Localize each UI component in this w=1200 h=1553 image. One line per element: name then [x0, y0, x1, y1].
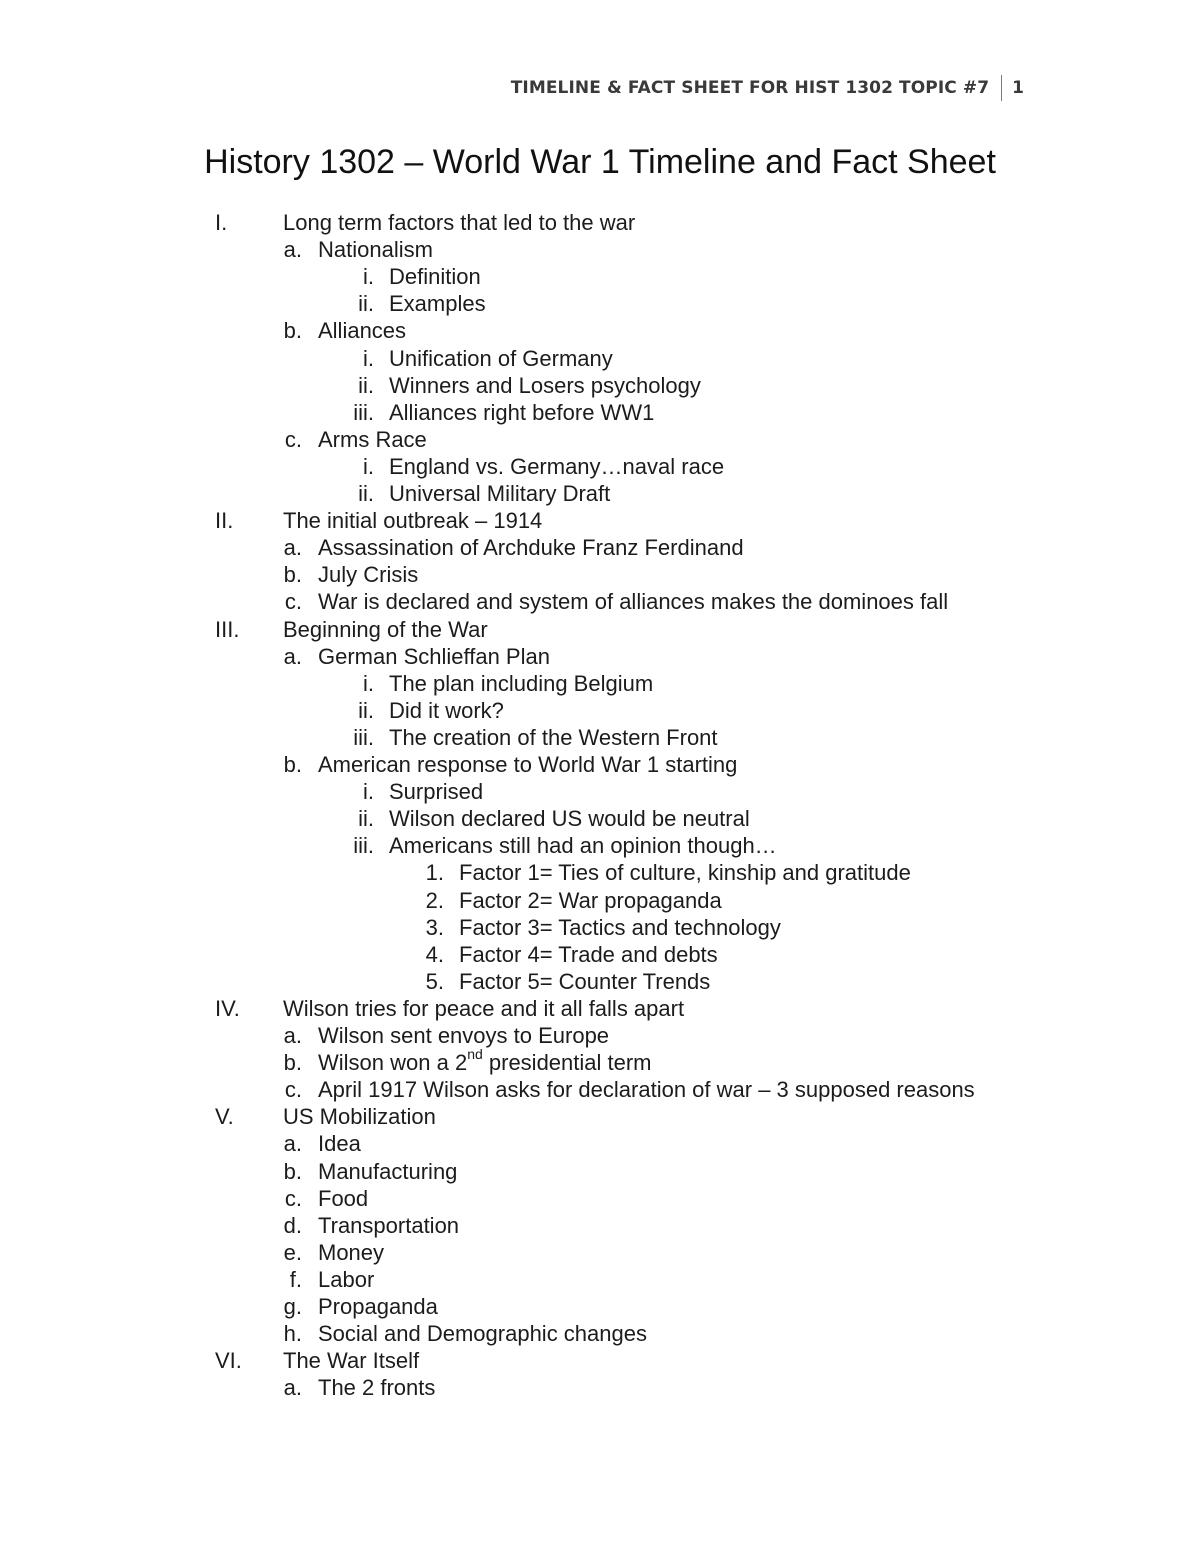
- outline-item: [0, 724, 1100, 751]
- outline-text: [459, 859, 911, 886]
- outline-item: [0, 887, 1100, 914]
- outline-marker: e.: [283, 1239, 302, 1265]
- outline-text-main: American response to World War 1 starting: [318, 752, 738, 777]
- outline-text: [318, 1130, 361, 1157]
- outline-text: [318, 1022, 609, 1049]
- outline-text: [389, 832, 777, 859]
- outline-item: [0, 1076, 1100, 1103]
- outline-marker: c.: [284, 1185, 302, 1211]
- outline-text-main: The plan including Belgium: [389, 670, 654, 696]
- outline-text: [318, 588, 948, 615]
- outline-marker: V.: [215, 1104, 234, 1130]
- outline-text: [318, 1185, 368, 1212]
- outline-marker: f.: [289, 1266, 302, 1292]
- outline-text-after: presidential term: [482, 1050, 652, 1076]
- outline-text: [389, 778, 483, 805]
- outline-marker: a.: [283, 1023, 302, 1048]
- outline-item: [0, 507, 1100, 534]
- outline-marker: i.: [363, 345, 374, 371]
- outline-item: [0, 317, 1100, 344]
- outline-item: [0, 534, 1100, 561]
- outline-text-main: The creation of the Western Front: [389, 724, 718, 750]
- outline-item: [0, 561, 1100, 588]
- outline-marker: b.: [283, 1050, 302, 1076]
- outline-item: [0, 751, 1100, 778]
- outline-marker: 4.: [425, 941, 444, 967]
- outline-item: [0, 832, 1100, 859]
- outline-text-main: Factor 3= Tactics and technology: [459, 914, 781, 940]
- outline-text-main: Idea: [318, 1131, 361, 1157]
- outline-text: [459, 914, 781, 941]
- outline-text: [389, 724, 718, 751]
- outline-item: [0, 399, 1100, 426]
- outline-text: [318, 426, 427, 453]
- outline-text-main: Factor 1= Ties of culture, kinship and gratitude: [459, 860, 911, 886]
- outline-text-main: The initial outbreak – 1914: [283, 508, 543, 534]
- outline-marker: ii.: [358, 481, 374, 506]
- outline-item: [0, 1374, 1100, 1401]
- outline-text-main: The 2 fronts: [318, 1375, 436, 1401]
- outline-text-main: Nationalism: [318, 237, 433, 263]
- outline-item: [0, 1158, 1100, 1185]
- outline-item: [0, 1022, 1100, 1049]
- outline-item: [0, 805, 1100, 832]
- outline-text: [318, 317, 406, 344]
- outline-text-main: Alliances: [318, 318, 407, 344]
- outline-text: [389, 290, 486, 317]
- running-title: TIMELINE & FACT SHEET FOR HIST 1302 TOPIC #7: [510, 78, 990, 98]
- outline-marker: g.: [283, 1294, 302, 1319]
- outline-text-main: Arms Race: [318, 426, 427, 452]
- outline-text: [318, 236, 433, 263]
- outline-text: [318, 534, 744, 561]
- outline-text: [389, 670, 653, 697]
- outline-item: [0, 1293, 1100, 1320]
- outline-text: [318, 1320, 647, 1347]
- outline-text: [283, 1347, 419, 1374]
- outline-text-main: US Mobilization: [283, 1104, 436, 1130]
- outline-marker: ii.: [358, 291, 374, 317]
- outline-item: [0, 263, 1100, 290]
- outline-text-main: Definition: [389, 264, 481, 290]
- outline-text: [389, 399, 654, 426]
- outline-text-main: Winners and Losers psychology: [389, 372, 701, 398]
- outline-marker: a.: [283, 237, 302, 263]
- outline-text-main: Wilson tries for peace and it all falls apart: [283, 995, 685, 1021]
- outline-text: [389, 263, 481, 290]
- outline-marker: 3.: [425, 914, 444, 940]
- outline-text: [459, 941, 718, 968]
- outline-text: [283, 209, 635, 236]
- outline-text-main: Alliances right before WW1: [389, 399, 655, 425]
- outline-text-main: Factor 5= Counter Trends: [459, 968, 711, 994]
- outline-item: [0, 643, 1100, 670]
- outline-text-main: Factor 4= Trade and debts: [459, 941, 718, 967]
- outline-marker: II.: [215, 508, 234, 534]
- outline-item: [0, 1103, 1100, 1130]
- outline-item: [0, 1185, 1100, 1212]
- outline-item: [0, 968, 1100, 995]
- outline-marker: a.: [283, 643, 302, 669]
- outline-item: [0, 1239, 1100, 1266]
- outline-text-main: Surprised: [389, 779, 484, 805]
- outline-item: [0, 426, 1100, 453]
- outline-marker: ii.: [358, 372, 374, 398]
- outline-item: [0, 290, 1100, 317]
- outline-marker: a.: [283, 535, 302, 561]
- outline-marker: 2.: [425, 887, 444, 913]
- outline-item: [0, 1045, 1100, 1076]
- outline-marker: i.: [363, 670, 374, 696]
- outline-text: [389, 697, 504, 724]
- outline-item: [0, 914, 1100, 941]
- outline-text-main: Examples: [389, 291, 486, 317]
- outline-marker: b.: [283, 318, 302, 344]
- outline-text: [283, 507, 542, 534]
- outline-item: [0, 1320, 1100, 1347]
- outline-item: [0, 1130, 1100, 1157]
- outline-item: [0, 345, 1100, 372]
- outline-text-main: Wilson won a 2: [318, 1050, 468, 1076]
- outline-item: [0, 1266, 1100, 1293]
- outline-marker: c.: [284, 1077, 302, 1103]
- outline-text: [318, 1045, 652, 1076]
- outline-text-main: Factor 2= War propaganda: [459, 887, 722, 913]
- outline-text-main: Food: [318, 1185, 369, 1211]
- outline-text: [318, 1076, 975, 1103]
- outline-item: [0, 480, 1100, 507]
- outline-marker: I.: [215, 210, 228, 235]
- outline-item: [0, 1212, 1100, 1239]
- outline-marker: i.: [363, 779, 374, 805]
- outline-marker: ii.: [358, 697, 374, 723]
- outline-marker: IV.: [215, 995, 240, 1021]
- outline-text-main: Wilson sent envoys to Europe: [318, 1023, 610, 1048]
- outline-marker: d.: [283, 1212, 302, 1238]
- outline-text: [318, 1293, 438, 1320]
- outline-text: [283, 616, 488, 643]
- outline-marker: ii.: [358, 806, 374, 832]
- outline-item: [0, 995, 1100, 1022]
- outline-marker: iii.: [353, 833, 374, 859]
- outline-marker: a.: [283, 1131, 302, 1157]
- outline-item: [0, 1347, 1100, 1374]
- outline-marker: iii.: [353, 399, 374, 425]
- outline-text: [459, 968, 710, 995]
- outline-text: [318, 643, 550, 670]
- outline-item: [0, 372, 1100, 399]
- outline-text-main: Manufacturing: [318, 1158, 458, 1184]
- ordinal-superscript: nd: [467, 1045, 483, 1062]
- outline-marker: III.: [215, 616, 240, 642]
- outline-text-main: Beginning of the War: [283, 616, 488, 642]
- outline-marker: i.: [363, 264, 374, 290]
- outline-marker: h.: [283, 1321, 302, 1347]
- outline-text: [318, 561, 418, 588]
- document-title: History 1302 – World War 1 Timeline and Fact Sheet: [204, 143, 996, 181]
- outline-text-main: The War Itself: [283, 1348, 420, 1374]
- outline-marker: b.: [283, 752, 302, 777]
- outline-marker: iii.: [353, 724, 374, 750]
- outline-text: [318, 751, 737, 778]
- outline-text-main: Unification of Germany: [389, 345, 613, 371]
- outline-text-main: Propaganda: [318, 1294, 438, 1319]
- outline-marker: b.: [283, 1158, 302, 1184]
- outline-text: [389, 805, 750, 832]
- page-number: 1: [1012, 78, 1024, 98]
- outline-text-main: War is declared and system of alliances makes the dominoes fall: [318, 589, 949, 615]
- outline-text: [389, 372, 701, 399]
- outline-item: [0, 859, 1100, 886]
- outline-item: [0, 588, 1100, 615]
- outline-item: [0, 941, 1100, 968]
- outline-item: [0, 778, 1100, 805]
- outline-text-main: Social and Demographic changes: [318, 1321, 647, 1347]
- outline-marker: a.: [283, 1375, 302, 1401]
- outline-text: [283, 1103, 436, 1130]
- outline-marker: b.: [283, 562, 302, 588]
- outline-text-main: Assassination of Archduke Franz Ferdinand: [318, 535, 744, 561]
- outline-text: [283, 995, 684, 1022]
- outline-item: [0, 697, 1100, 724]
- outline-text-main: Labor: [318, 1266, 375, 1292]
- outline-marker: c.: [284, 426, 302, 452]
- outline-text-main: Transportation: [318, 1212, 460, 1238]
- outline-text: [389, 345, 613, 372]
- outline-item: [0, 209, 1100, 236]
- outline-text-main: German Schlieffan Plan: [318, 643, 550, 669]
- outline-text: [318, 1158, 457, 1185]
- outline-text: [318, 1374, 435, 1401]
- outline-marker: i.: [363, 453, 374, 479]
- outline-item: [0, 236, 1100, 263]
- outline-text-main: July Crisis: [318, 562, 419, 588]
- outline-text: [389, 480, 610, 507]
- outline-text-main: Americans still had an opinion though…: [389, 833, 777, 859]
- outline-marker: 1.: [425, 860, 444, 886]
- outline-text: [389, 453, 724, 480]
- outline-text-main: Money: [318, 1239, 385, 1265]
- outline-text: [459, 887, 722, 914]
- outline-text-main: Did it work?: [389, 697, 504, 723]
- outline-text: [318, 1212, 459, 1239]
- outline-text: [318, 1239, 384, 1266]
- outline-text-main: Long term factors that led to the war: [283, 210, 636, 235]
- outline-text-main: April 1917 Wilson asks for declaration of war – 3 supposed reasons: [318, 1077, 975, 1103]
- outline-text-main: England vs. Germany…naval race: [389, 453, 725, 479]
- page-header: [400, 74, 1024, 102]
- outline-item: [0, 453, 1100, 480]
- outline-text: [318, 1266, 374, 1293]
- outline-marker: VI.: [215, 1348, 242, 1374]
- outline-marker: c.: [284, 589, 302, 615]
- outline-text-main: Wilson declared US would be neutral: [389, 806, 750, 832]
- outline-item: [0, 616, 1100, 643]
- outline-marker: 5.: [425, 968, 444, 994]
- outline-item: [0, 670, 1100, 697]
- outline-text-main: Universal Military Draft: [389, 481, 611, 506]
